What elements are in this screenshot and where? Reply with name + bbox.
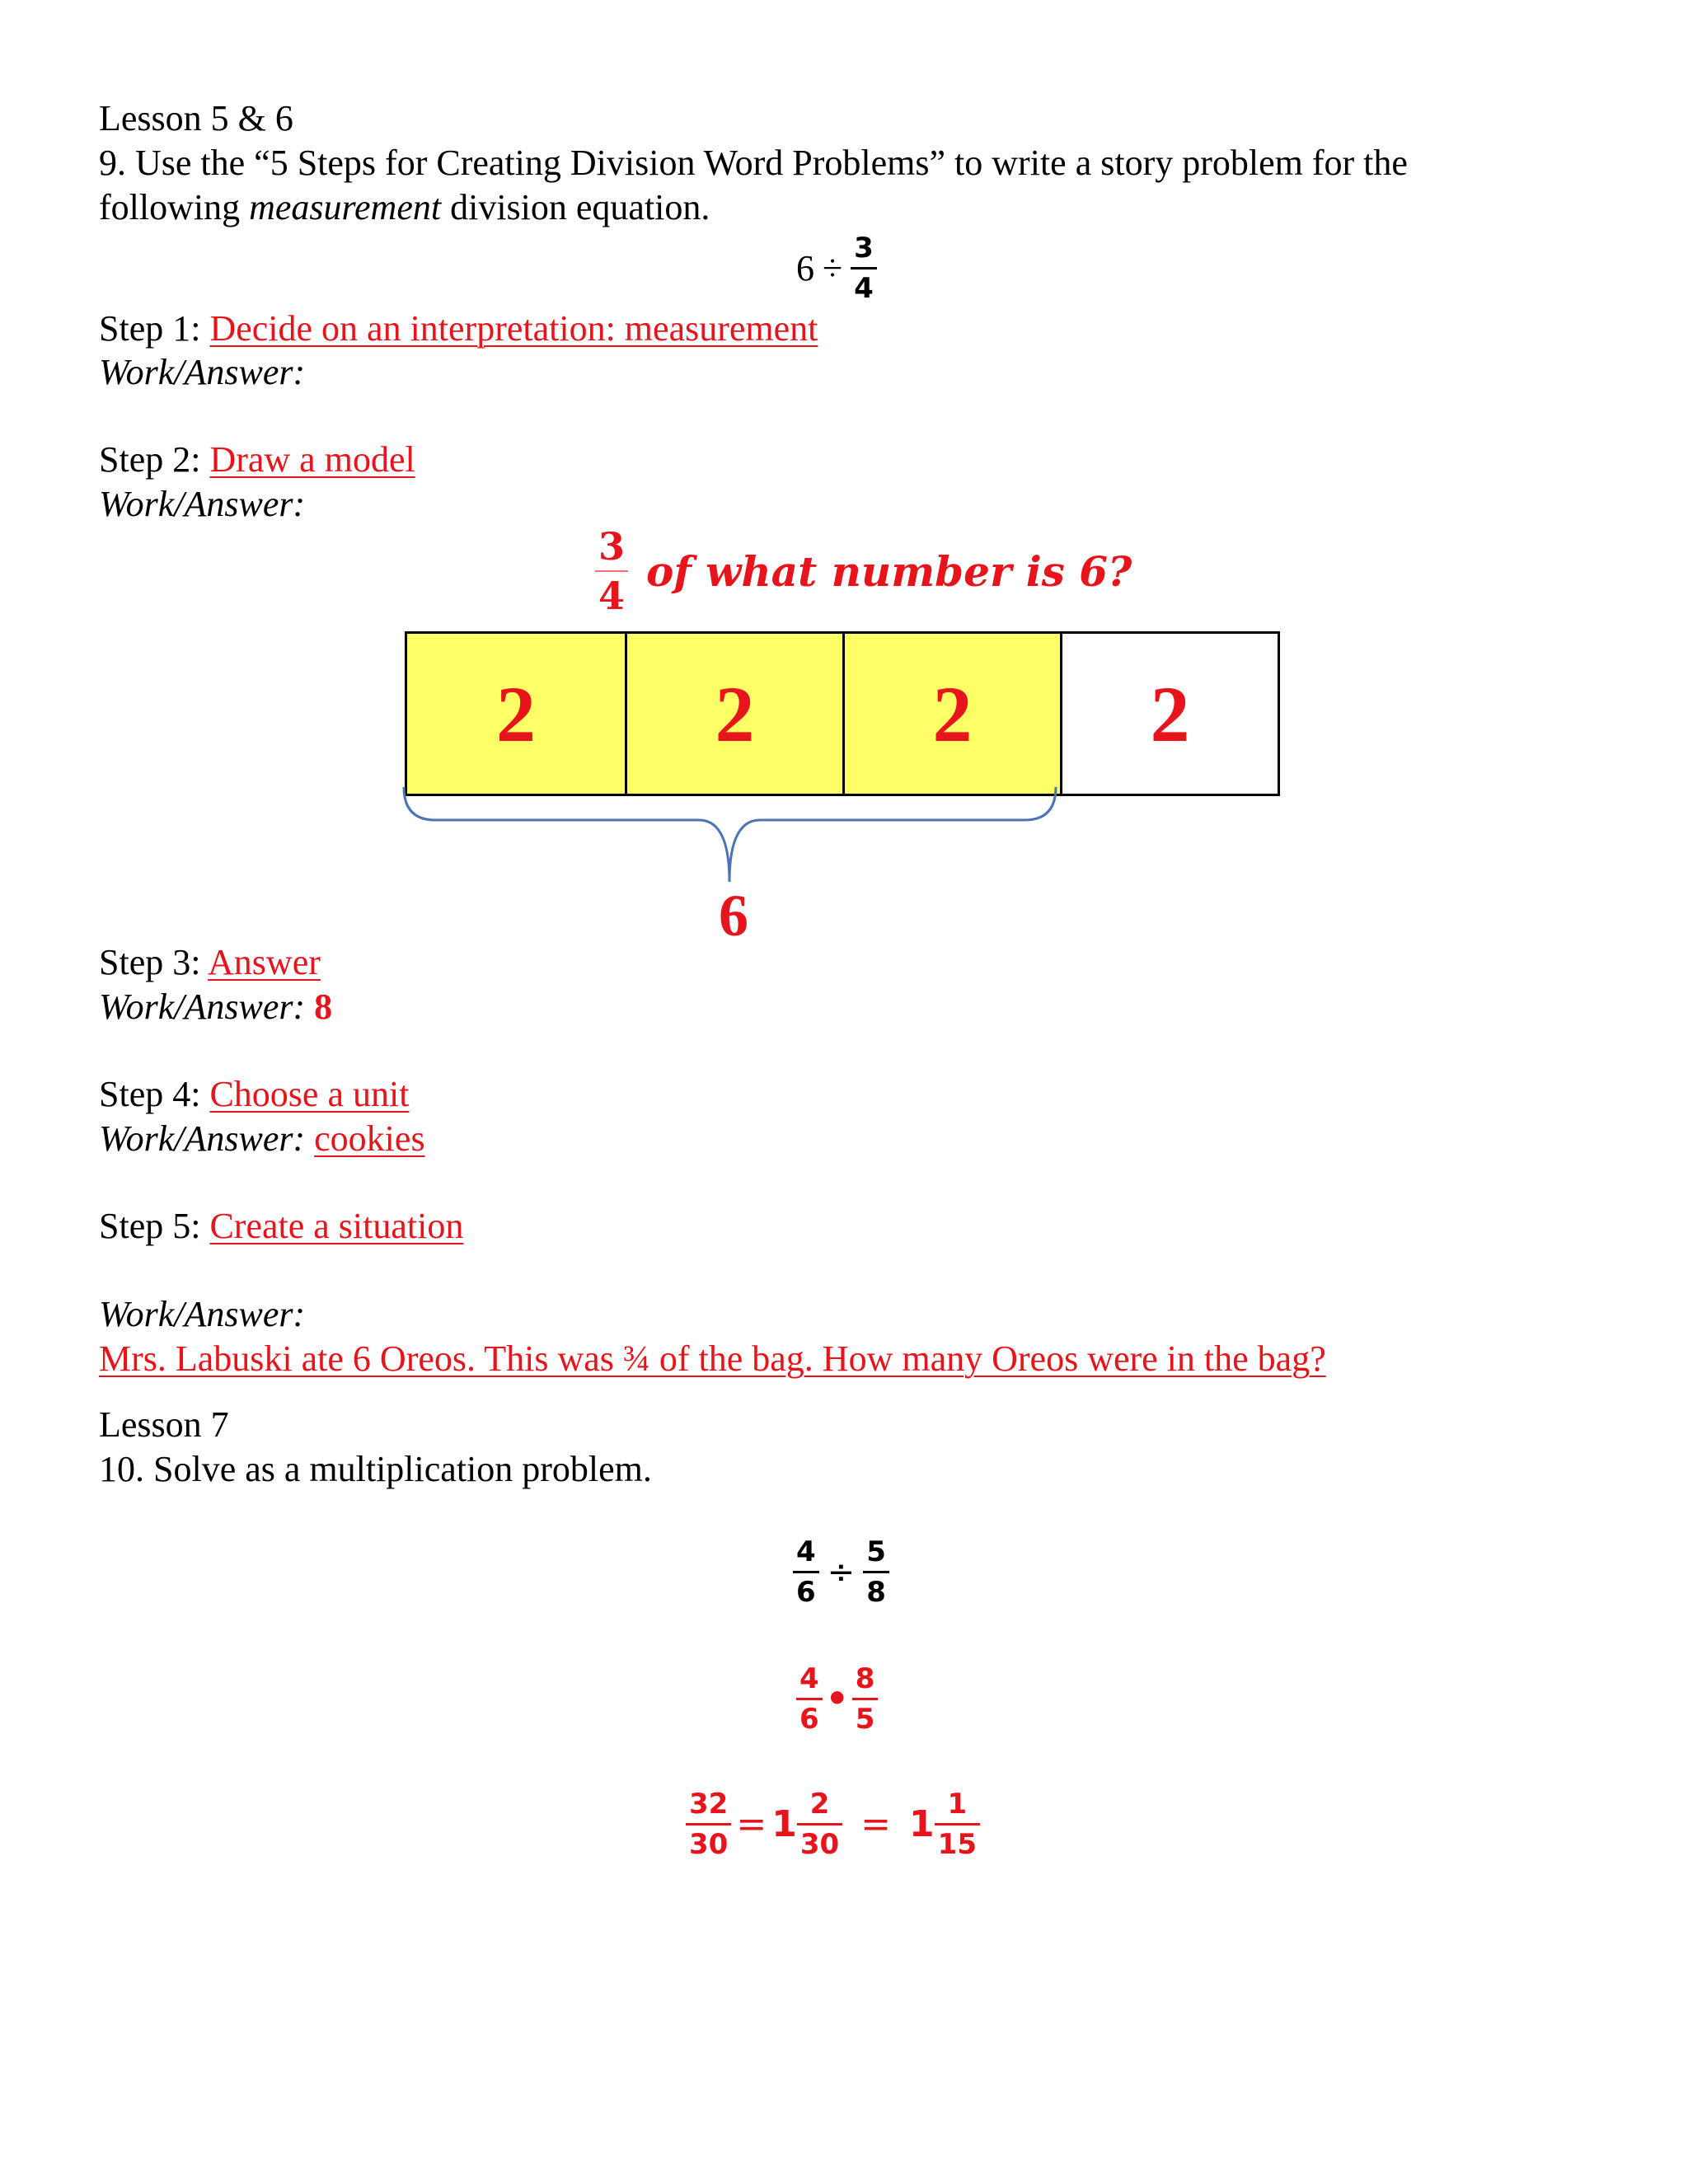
q9-measurement-word: measurement bbox=[249, 187, 442, 227]
whole-number-2: 1 bbox=[909, 1803, 935, 1845]
model-label-fraction bbox=[595, 524, 628, 618]
tape-diagram bbox=[405, 631, 1280, 796]
q9-text-c: division equation. bbox=[441, 187, 710, 227]
step-3 bbox=[99, 944, 321, 981]
whole-number-1: 1 bbox=[771, 1803, 797, 1845]
division-sign: ÷ bbox=[823, 248, 843, 288]
curly-brace bbox=[402, 787, 1062, 886]
step-a-expression bbox=[796, 1662, 878, 1736]
equation-fraction bbox=[851, 232, 877, 305]
lesson-5-6-heading: Lesson 5 & 6 bbox=[99, 98, 293, 138]
step-b-bar-2 bbox=[797, 1823, 842, 1825]
step-2 bbox=[99, 439, 415, 480]
equation-whole: 6 bbox=[796, 248, 814, 288]
step-4-label: Step 4: bbox=[99, 1074, 210, 1114]
step-a-n1: 4 bbox=[799, 1662, 819, 1695]
step-3-work-label: Work/Answer: bbox=[99, 987, 306, 1027]
step-3-work bbox=[99, 989, 332, 1025]
step-4-work bbox=[99, 1118, 425, 1159]
question-9-line-1: 9. Use the “5 Steps for Creating Division Word Problems” to write a story problem for the bbox=[99, 143, 1408, 183]
model-label-numerator: 3 bbox=[598, 524, 626, 569]
step-4-answer: cookies bbox=[314, 1118, 425, 1159]
model-label-fraction-bar bbox=[595, 570, 628, 572]
step-4 bbox=[99, 1076, 409, 1113]
question-10: 10. Solve as a multiplication problem. bbox=[99, 1449, 652, 1489]
problem-expression bbox=[793, 1535, 889, 1609]
step-1-work-label: Work/Answer: bbox=[99, 352, 306, 392]
step-4-text: Choose a unit bbox=[209, 1074, 410, 1114]
tape-cell-4: 2 bbox=[1060, 634, 1278, 794]
brace-label: 6 bbox=[719, 883, 748, 949]
step-b-n1: 32 bbox=[689, 1788, 729, 1821]
step-b-fraction-2 bbox=[797, 1788, 842, 1861]
step-5-answer: Mrs. Labuski ate 6 Oreos. This was ¾ of the bag. How many Oreos were in the bag? bbox=[99, 1338, 1326, 1379]
step-b-bar-3 bbox=[935, 1823, 980, 1825]
step-b-expression bbox=[686, 1788, 980, 1861]
step-a-bar-1 bbox=[796, 1698, 823, 1700]
tape-cell-1: 2 bbox=[407, 634, 625, 794]
step-b-d2: 30 bbox=[799, 1828, 840, 1861]
step-3-answer: 8 bbox=[314, 987, 333, 1027]
q9-text-a: following bbox=[99, 187, 250, 227]
step-5-label: Step 5: bbox=[99, 1206, 210, 1246]
tape-cell-3: 2 bbox=[842, 634, 1060, 794]
step-b-bar-1 bbox=[686, 1823, 731, 1825]
fraction-bar bbox=[851, 267, 877, 269]
step-b-fraction-3 bbox=[935, 1788, 980, 1861]
step-1 bbox=[99, 308, 818, 349]
step-5-work-label: Work/Answer: bbox=[99, 1294, 306, 1334]
equation-numerator: 3 bbox=[854, 232, 874, 265]
step-4-work-label: Work/Answer: bbox=[99, 1118, 306, 1159]
step-a-fraction-2 bbox=[852, 1662, 879, 1736]
problem-fraction-1 bbox=[793, 1535, 819, 1609]
model-label-denominator: 4 bbox=[598, 574, 626, 618]
step-2-work-label: Work/Answer: bbox=[99, 484, 306, 524]
problem-d2: 8 bbox=[866, 1576, 886, 1609]
step-a-bar-2 bbox=[852, 1698, 879, 1700]
step-b-d3: 15 bbox=[937, 1828, 977, 1861]
step-a-n2: 8 bbox=[855, 1662, 875, 1695]
problem-n2: 5 bbox=[866, 1535, 886, 1568]
step-1-text: Decide on an interpretation: measurement bbox=[209, 308, 818, 349]
model-label-text: of what number is 6? bbox=[646, 546, 1132, 596]
problem-bar-2 bbox=[863, 1571, 889, 1573]
step-b-fraction-1 bbox=[686, 1788, 731, 1861]
step-a-d2: 5 bbox=[855, 1703, 875, 1736]
step-1-label: Step 1: bbox=[99, 308, 210, 349]
step-2-text: Draw a model bbox=[209, 439, 415, 480]
multiplication-dot: • bbox=[825, 1678, 849, 1720]
problem-division-sign: ÷ bbox=[827, 1553, 856, 1591]
model-label bbox=[595, 524, 1132, 618]
equation-denominator: 4 bbox=[854, 272, 874, 305]
step-3-text: Answer bbox=[208, 942, 321, 982]
equation-6-div-3-4 bbox=[796, 232, 877, 305]
tape-cell-2: 2 bbox=[625, 634, 842, 794]
problem-d1: 6 bbox=[796, 1576, 816, 1609]
question-9-line-2 bbox=[99, 187, 710, 227]
step-b-n2: 2 bbox=[809, 1788, 830, 1821]
problem-n1: 4 bbox=[796, 1535, 816, 1568]
equals-sign-2: = bbox=[860, 1803, 892, 1845]
step-5-text: Create a situation bbox=[209, 1206, 464, 1246]
problem-bar-1 bbox=[793, 1571, 819, 1573]
step-b-d1: 30 bbox=[689, 1828, 729, 1861]
step-a-fraction-1 bbox=[796, 1662, 823, 1736]
step-5 bbox=[99, 1208, 463, 1244]
step-a-d1: 6 bbox=[799, 1703, 819, 1736]
step-b-n3: 1 bbox=[947, 1788, 968, 1821]
step-3-label: Step 3: bbox=[99, 942, 209, 982]
lesson-7-heading: Lesson 7 bbox=[99, 1404, 229, 1445]
equals-sign-1: = bbox=[736, 1803, 767, 1845]
problem-fraction-2 bbox=[863, 1535, 889, 1609]
step-2-label: Step 2: bbox=[99, 439, 210, 480]
